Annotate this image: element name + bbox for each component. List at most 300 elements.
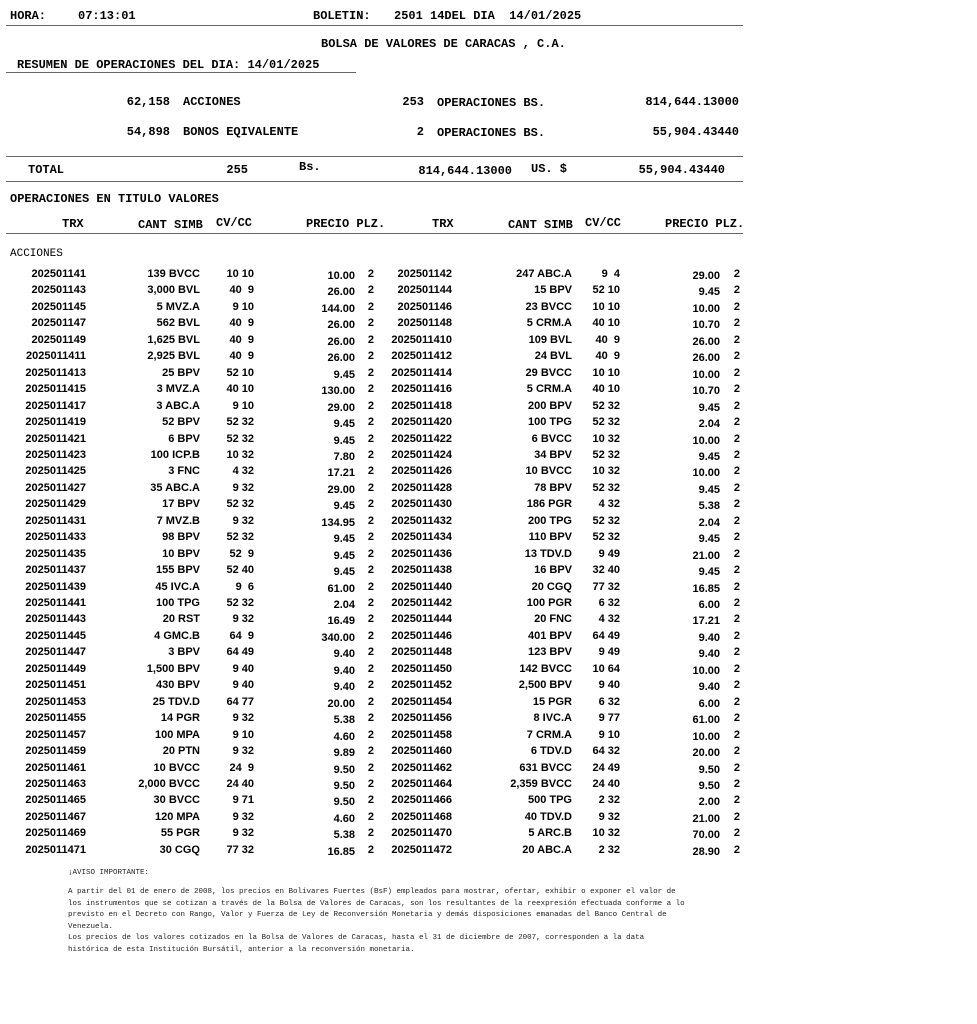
plz-cell-right: 2 <box>733 777 740 790</box>
cvcc-cell-right: 2 32 <box>598 794 620 807</box>
trx-cell-left: 2025011441 <box>25 597 86 609</box>
cant-simb-cell-right: 5 CRM.A <box>526 317 572 330</box>
cant-simb-cell-left: 5 MVZ.A <box>156 300 200 313</box>
trx-cell-right: 2025011472 <box>391 843 452 856</box>
trx-cell-right: 2025011430 <box>391 498 452 511</box>
cvcc-cell-left: 9 32 <box>232 712 254 725</box>
plz-cell-left: 2 <box>367 448 374 461</box>
cvcc-cell-left: 52 32 <box>226 432 254 445</box>
plz-cell-left: 2 <box>367 810 374 823</box>
cant-simb-cell-right: 5 ARC.B <box>528 827 572 840</box>
trx-cell-left: 2025011453 <box>25 695 86 708</box>
cvcc-cell-right: 4 32 <box>598 498 620 511</box>
cvcc-cell-left: 40 9 <box>229 333 254 346</box>
cvcc-cell-left: 64 9 <box>229 629 254 642</box>
boletin-value: 2501 14DEL DIA 14/01/2025 <box>394 9 582 23</box>
trx-cell-left: 2025011451 <box>25 679 86 692</box>
precio-cell-right: 70.00 <box>692 829 720 842</box>
cant-simb-cell-right: 200 BPV <box>527 399 572 412</box>
cvcc-cell-left: 52 32 <box>226 597 254 609</box>
plz-cell-right: 2 <box>733 547 740 560</box>
cvcc-cell-right: 40 9 <box>595 350 620 363</box>
precio-cell-right: 9.45 <box>698 401 720 414</box>
trx-cell-left: 2025011437 <box>25 564 86 577</box>
precio-cell-right: 17.21 <box>692 615 720 628</box>
precio-cell-left: 61.00 <box>327 582 355 595</box>
table-row <box>0 597 760 613</box>
cvcc-cell-right: 52 32 <box>592 531 620 544</box>
trx-cell-left: 2025011433 <box>25 531 86 544</box>
trx-cell-left: 202501143 <box>31 284 86 297</box>
table-row <box>0 844 760 860</box>
cant-simb-cell-right: 2,359 BVCC <box>510 777 572 790</box>
trx-cell-right: 2025011448 <box>391 646 452 659</box>
precio-cell-right: 10.70 <box>692 319 720 332</box>
cvcc-cell-left: 40 9 <box>229 350 254 363</box>
precio-cell-left: 130.00 <box>321 385 355 398</box>
precio-cell-right: 9.45 <box>698 286 720 299</box>
trx-cell-right: 2025011468 <box>391 810 452 823</box>
bonos-ops: 2 <box>416 125 424 139</box>
plz-cell-left: 2 <box>367 284 374 297</box>
precio-cell-left: 5.38 <box>333 714 355 727</box>
cvcc-cell-right: 9 77 <box>598 712 620 725</box>
table-row <box>0 564 760 580</box>
table-row <box>0 400 760 416</box>
table-row <box>0 581 760 597</box>
plz-cell-right: 2 <box>733 827 740 840</box>
cvcc-cell-left: 10 32 <box>226 448 254 461</box>
trx-cell-left: 2025011443 <box>25 613 86 626</box>
trx-cell-left: 2025011469 <box>25 827 86 840</box>
plz-cell-right: 2 <box>733 613 740 626</box>
precio-cell-left: 20.00 <box>327 697 355 710</box>
cvcc-cell-right: 9 40 <box>598 679 620 692</box>
plz-cell-right: 2 <box>733 646 740 659</box>
trx-cell-right: 2025011470 <box>391 827 452 840</box>
cvcc-cell-left: 9 32 <box>232 481 254 494</box>
precio-cell-left: 9.89 <box>333 747 355 760</box>
bonos-amount: 55,904.43440 <box>652 125 739 139</box>
precio-cell-left: 134.95 <box>321 516 355 529</box>
trx-cell-right: 2025011414 <box>391 366 452 379</box>
cvcc-cell-right: 64 32 <box>592 745 620 758</box>
trx-cell-left: 2025011435 <box>25 547 86 560</box>
precio-cell-right: 28.90 <box>692 845 720 858</box>
trx-cell-left: 2025011439 <box>25 580 86 593</box>
cvcc-cell-right: 10 10 <box>592 366 620 379</box>
trx-cell-right: 2025011424 <box>391 448 452 461</box>
plz-cell-left: 2 <box>367 300 374 313</box>
cant-simb-cell-right: 78 BPV <box>534 481 572 494</box>
precio-cell-right: 9.45 <box>698 450 720 463</box>
plz-cell-right: 2 <box>733 399 740 412</box>
plz-cell-left: 2 <box>367 597 374 609</box>
plz-cell-left: 2 <box>367 662 374 675</box>
cvcc-cell-left: 9 32 <box>232 810 254 823</box>
precio-cell-right: 9.40 <box>698 648 720 661</box>
trx-cell-left: 2025011445 <box>25 629 86 642</box>
trx-cell-right: 2025011458 <box>391 728 452 741</box>
plz-cell-left: 2 <box>367 333 374 346</box>
cant-simb-cell-left: 17 BPV <box>162 498 200 511</box>
cant-simb-cell-left: 45 IVC.A <box>155 580 200 593</box>
plz-cell-right: 2 <box>733 679 740 692</box>
cvcc-cell-right: 4 32 <box>598 613 620 626</box>
cant-simb-cell-left: 20 RST <box>162 613 200 626</box>
header-divider <box>6 25 743 26</box>
trx-cell-right: 2025011436 <box>391 547 452 560</box>
table-row <box>0 663 760 679</box>
plz-cell-right: 2 <box>733 350 740 363</box>
table-row <box>0 350 760 366</box>
plz-cell-left: 2 <box>367 383 374 396</box>
cant-simb-cell-right: 8 IVC.A <box>533 712 572 725</box>
precio-cell-right: 9.45 <box>698 566 720 579</box>
cant-simb-cell-left: 4 GMC.B <box>154 629 200 642</box>
cant-simb-cell-right: 200 TPG <box>527 514 572 527</box>
plz-cell-left: 2 <box>367 514 374 527</box>
cant-simb-cell-left: 430 BPV <box>155 679 200 692</box>
cant-simb-cell-left: 1,625 BVL <box>147 333 200 346</box>
section-title: OPERACIONES EN TITULO VALORES <box>10 192 219 206</box>
trx-cell-left: 2025011417 <box>25 399 86 412</box>
cant-simb-cell-right: 20 ABC.A <box>522 843 572 856</box>
plz-cell-right: 2 <box>733 333 740 346</box>
cvcc-cell-left: 9 40 <box>232 679 254 692</box>
trx-cell-left: 2025011465 <box>25 794 86 807</box>
table-row <box>0 465 760 481</box>
cvcc-cell-right: 52 32 <box>592 481 620 494</box>
trx-cell-left: 2025011471 <box>25 843 86 856</box>
col-precio-plz-left: PRECIO PLZ. <box>306 217 386 231</box>
trx-cell-right: 2025011434 <box>391 531 452 544</box>
cvcc-cell-right: 6 32 <box>598 597 620 609</box>
plz-cell-right: 2 <box>733 745 740 758</box>
table-row <box>0 646 760 662</box>
cant-simb-cell-right: 110 BPV <box>528 531 572 544</box>
trx-cell-left: 202501147 <box>31 317 86 330</box>
plz-cell-right: 2 <box>733 843 740 856</box>
trx-cell-right: 202501146 <box>397 300 452 313</box>
precio-cell-right: 9.40 <box>698 631 720 644</box>
cant-simb-cell-left: 52 BPV <box>162 416 200 429</box>
total-label: TOTAL <box>28 163 65 177</box>
trx-cell-right: 202501142 <box>397 268 452 280</box>
trx-cell-right: 2025011420 <box>391 416 452 429</box>
precio-cell-left: 9.45 <box>333 533 355 546</box>
trx-cell-right: 2025011426 <box>391 465 452 478</box>
precio-cell-right: 9.45 <box>698 533 720 546</box>
cvcc-cell-right: 40 10 <box>592 383 620 396</box>
cvcc-cell-right: 6 32 <box>598 695 620 708</box>
plz-cell-left: 2 <box>367 679 374 692</box>
trx-cell-left: 2025011461 <box>25 761 86 774</box>
bonos-label: BONOS EQIVALENTE <box>183 125 299 139</box>
cant-simb-cell-left: 30 CGQ <box>159 843 200 856</box>
table-row <box>0 778 760 794</box>
trx-cell-right: 2025011432 <box>391 514 452 527</box>
precio-cell-left: 9.40 <box>333 681 355 694</box>
trx-cell-left: 2025011413 <box>25 366 86 379</box>
cvcc-cell-right: 64 49 <box>592 629 620 642</box>
table-row <box>0 482 760 498</box>
col-precio-plz-right: PRECIO PLZ. <box>665 217 745 231</box>
cant-simb-cell-left: 155 BPV <box>155 564 200 577</box>
cant-simb-cell-left: 100 ICP.B <box>150 448 200 461</box>
plz-cell-right: 2 <box>733 712 740 725</box>
cvcc-cell-left: 10 10 <box>226 268 254 280</box>
cant-simb-cell-left: 3,000 BVL <box>147 284 200 297</box>
total-bottom-divider <box>6 181 743 182</box>
cant-simb-cell-right: 401 BPV <box>527 629 572 642</box>
cant-simb-cell-right: 23 BVCC <box>525 300 572 313</box>
notice-line: A partir del 01 de enero de 2008, los precios en Bolívares Fuertes (BsF) empleados para mostrar, ofertar, exhibir o exponer el valor de <box>68 888 676 896</box>
acciones-amount: 814,644.13000 <box>645 95 739 109</box>
cvcc-cell-right: 10 32 <box>592 465 620 478</box>
boletin-label: BOLETIN: <box>313 9 371 23</box>
trx-cell-right: 2025011440 <box>391 580 452 593</box>
precio-cell-right: 10.00 <box>692 664 720 677</box>
table-row <box>0 729 760 745</box>
cvcc-cell-left: 9 32 <box>232 827 254 840</box>
trx-cell-left: 202501145 <box>31 300 86 313</box>
bonos-ops-label: OPERACIONES BS. <box>437 126 546 140</box>
precio-cell-left: 9.50 <box>333 763 355 776</box>
plz-cell-right: 2 <box>733 432 740 445</box>
precio-cell-left: 29.00 <box>327 483 355 496</box>
total-top-divider <box>6 156 743 157</box>
precio-cell-right: 20.00 <box>692 747 720 760</box>
cant-simb-cell-left: 25 BPV <box>162 366 200 379</box>
institution-name: BOLSA DE VALORES DE CARACAS , C.A. <box>321 37 566 51</box>
plz-cell-left: 2 <box>367 547 374 560</box>
plz-cell-right: 2 <box>733 597 740 609</box>
cant-simb-cell-left: 25 TDV.D <box>152 695 200 708</box>
cvcc-cell-right: 9 10 <box>598 728 620 741</box>
trx-cell-left: 2025011415 <box>25 383 86 396</box>
table-row <box>0 449 760 465</box>
cvcc-cell-left: 40 9 <box>229 317 254 330</box>
precio-cell-right: 21.00 <box>692 812 720 825</box>
plz-cell-left: 2 <box>367 761 374 774</box>
plz-cell-left: 2 <box>367 728 374 741</box>
cvcc-cell-left: 9 40 <box>232 662 254 675</box>
precio-cell-left: 9.40 <box>333 664 355 677</box>
precio-cell-right: 10.70 <box>692 385 720 398</box>
total-bs-label: Bs. <box>299 160 321 174</box>
trx-cell-left: 2025011421 <box>25 432 86 445</box>
total-us-label: US. $ <box>531 162 568 176</box>
table-row <box>0 679 760 695</box>
cvcc-cell-left: 64 77 <box>226 695 254 708</box>
cant-simb-cell-left: 100 MPA <box>154 728 200 741</box>
trx-cell-left: 2025011463 <box>25 777 86 790</box>
trx-cell-right: 2025011410 <box>391 333 452 346</box>
precio-cell-right: 2.04 <box>698 418 720 431</box>
cant-simb-cell-right: 109 BVL <box>528 333 572 346</box>
precio-cell-right: 10.00 <box>692 434 720 447</box>
precio-cell-left: 9.50 <box>333 796 355 809</box>
table-row <box>0 498 760 514</box>
cant-simb-cell-left: 35 ABC.A <box>150 481 200 494</box>
precio-cell-left: 340.00 <box>321 631 355 644</box>
trx-cell-right: 2025011454 <box>391 695 452 708</box>
cant-simb-cell-right: 7 CRM.A <box>526 728 572 741</box>
trx-cell-right: 2025011412 <box>391 350 452 363</box>
cvcc-cell-left: 9 32 <box>232 514 254 527</box>
col-cvcc-right: CV/CC <box>585 216 622 230</box>
trx-cell-left: 2025011455 <box>25 712 86 725</box>
cvcc-cell-left: 77 32 <box>226 843 254 856</box>
precio-cell-right: 9.40 <box>698 681 720 694</box>
trx-cell-right: 202501144 <box>397 284 452 297</box>
trx-cell-right: 2025011422 <box>391 432 452 445</box>
table-row <box>0 696 760 712</box>
trx-cell-left: 2025011459 <box>25 745 86 758</box>
cvcc-cell-right: 77 32 <box>592 580 620 593</box>
plz-cell-right: 2 <box>733 498 740 511</box>
trx-cell-left: 2025011457 <box>25 728 86 741</box>
precio-cell-right: 10.00 <box>692 730 720 743</box>
plz-cell-left: 2 <box>367 268 374 280</box>
cant-simb-cell-right: 142 BVCC <box>519 662 572 675</box>
cvcc-cell-left: 52 10 <box>226 366 254 379</box>
col-trx-right: TRX <box>432 217 454 231</box>
precio-cell-right: 10.00 <box>692 302 720 315</box>
precio-cell-left: 9.45 <box>333 434 355 447</box>
plz-cell-right: 2 <box>733 514 740 527</box>
cant-simb-cell-right: 20 FNC <box>534 613 572 626</box>
precio-cell-left: 9.50 <box>333 779 355 792</box>
cvcc-cell-left: 24 40 <box>226 777 254 790</box>
cant-simb-cell-left: 562 BVL <box>156 317 200 330</box>
plz-cell-left: 2 <box>367 531 374 544</box>
cvcc-cell-right: 9 49 <box>598 646 620 659</box>
cant-simb-cell-right: 631 BVCC <box>519 761 572 774</box>
plz-cell-left: 2 <box>367 465 374 478</box>
plz-cell-left: 2 <box>367 399 374 412</box>
table-row <box>0 433 760 449</box>
precio-cell-right: 10.00 <box>692 368 720 381</box>
cant-simb-cell-left: 1,500 BPV <box>146 662 200 675</box>
cant-simb-cell-right: 24 BVL <box>534 350 572 363</box>
trx-cell-left: 2025011449 <box>25 662 86 675</box>
trx-cell-right: 2025011416 <box>391 383 452 396</box>
cant-simb-cell-right: 16 BPV <box>534 564 572 577</box>
cant-simb-cell-right: 40 TDV.D <box>524 810 572 823</box>
cant-simb-cell-right: 15 BPV <box>534 284 572 297</box>
precio-cell-left: 9.40 <box>333 648 355 661</box>
cvcc-cell-right: 2 32 <box>598 843 620 856</box>
precio-cell-left: 29.00 <box>327 401 355 414</box>
cant-simb-cell-left: 2,000 BVCC <box>138 777 200 790</box>
acciones-count: 62,158 <box>126 95 170 109</box>
plz-cell-left: 2 <box>367 695 374 708</box>
bonos-count: 54,898 <box>126 125 170 139</box>
cant-simb-cell-right: 29 BVCC <box>525 366 572 379</box>
table-row <box>0 794 760 810</box>
precio-cell-left: 26.00 <box>327 352 355 365</box>
trx-cell-right: 2025011428 <box>391 481 452 494</box>
cant-simb-cell-left: 98 BPV <box>162 531 200 544</box>
table-row <box>0 284 760 300</box>
notice-line: previsto en el Decreto con Rango, Valor y Fuerza de Ley de Reconversión Monetaria y demás disposiciones emanadas del Banco Central de <box>68 911 667 920</box>
notice-line: Venezuela. <box>68 922 114 931</box>
cant-simb-cell-left: 3 MVZ.A <box>156 383 200 396</box>
acciones-ops: 253 <box>402 95 424 109</box>
trx-cell-right: 2025011464 <box>391 777 452 790</box>
precio-cell-right: 26.00 <box>692 335 720 348</box>
notice-line: Los precios de los valores cotizados en la Bolsa de Valores de Caracas, hasta el 31 de diciembre de 2007, corresponden a la data <box>68 934 645 943</box>
cvcc-cell-right: 24 40 <box>592 777 620 790</box>
cvcc-cell-right: 10 32 <box>592 827 620 840</box>
trx-cell-right: 2025011438 <box>391 564 452 577</box>
precio-cell-right: 10.00 <box>692 467 720 480</box>
precio-cell-left: 16.85 <box>327 845 355 858</box>
precio-cell-right: 9.50 <box>698 763 720 776</box>
trx-cell-right: 2025011466 <box>391 794 452 807</box>
plz-cell-right: 2 <box>733 564 740 577</box>
notice-title: ¡AVISO IMPORTANTE: <box>68 869 150 877</box>
cant-simb-cell-right: 2,500 BPV <box>518 679 572 692</box>
cvcc-cell-right: 52 10 <box>592 284 620 297</box>
trx-cell-left: 2025011429 <box>25 498 86 511</box>
cant-simb-cell-right: 15 PGR <box>532 695 572 708</box>
trx-cell-right: 2025011444 <box>391 613 452 626</box>
table-row <box>0 630 760 646</box>
cant-simb-cell-left: 100 TPG <box>155 597 200 609</box>
trx-cell-right: 2025011462 <box>391 761 452 774</box>
plz-cell-right: 2 <box>733 465 740 478</box>
trx-cell-right: 2025011456 <box>391 712 452 725</box>
cant-simb-cell-right: 186 PGR <box>526 498 572 511</box>
cant-simb-cell-right: 6 TDV.D <box>530 745 572 758</box>
precio-cell-left: 26.00 <box>327 335 355 348</box>
hora-label: HORA: <box>10 9 47 23</box>
table-row <box>0 712 760 728</box>
table-row <box>0 827 760 843</box>
group-label: ACCIONES <box>10 248 63 260</box>
col-trx-left: TRX <box>62 217 84 231</box>
notice-line: los instrumentos que se cotizan a través de la Bolsa de Valores de Caracas, son los resultantes de la reexpresión efectuada conforme a lo <box>68 899 685 908</box>
plz-cell-left: 2 <box>367 843 374 856</box>
cant-simb-cell-left: 3 ABC.A <box>156 399 200 412</box>
cvcc-cell-left: 9 6 <box>235 580 254 593</box>
cvcc-cell-right: 9 32 <box>598 810 620 823</box>
cant-simb-cell-left: 139 BVCC <box>147 268 200 280</box>
table-row <box>0 317 760 333</box>
precio-cell-left: 9.45 <box>333 549 355 562</box>
cvcc-cell-right: 24 49 <box>592 761 620 774</box>
precio-cell-left: 144.00 <box>321 302 355 315</box>
precio-cell-left: 10.00 <box>327 270 355 282</box>
cant-simb-cell-right: 34 BPV <box>534 448 572 461</box>
plz-cell-right: 2 <box>733 728 740 741</box>
cant-simb-cell-left: 10 BPV <box>162 547 200 560</box>
total-ops: 255 <box>226 163 248 177</box>
cvcc-cell-left: 9 71 <box>232 794 254 807</box>
precio-cell-right: 2.04 <box>698 516 720 529</box>
table-row <box>0 811 760 827</box>
plz-cell-left: 2 <box>367 317 374 330</box>
table-row <box>0 613 760 629</box>
cvcc-cell-right: 40 9 <box>595 333 620 346</box>
plz-cell-right: 2 <box>733 794 740 807</box>
cvcc-cell-right: 9 49 <box>598 547 620 560</box>
cvcc-cell-left: 52 40 <box>226 564 254 577</box>
cant-simb-cell-left: 120 MPA <box>154 810 200 823</box>
